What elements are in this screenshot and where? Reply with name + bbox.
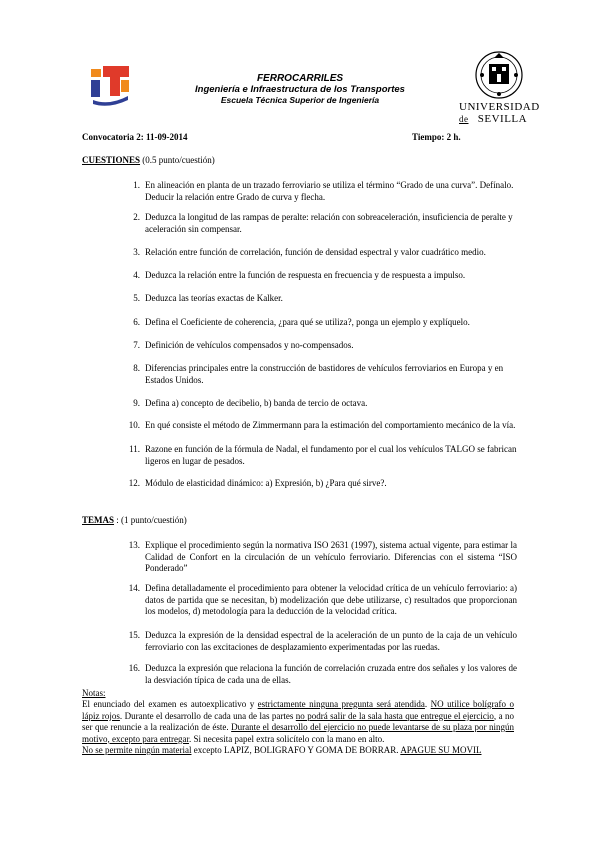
item-number: 6. xyxy=(133,317,140,327)
item-number: 3. xyxy=(133,247,140,257)
item-number: 5. xyxy=(133,293,140,303)
item-number: 12. xyxy=(128,478,140,488)
exam-convocatoria: Convocatoria 2: 11-09-2014 xyxy=(82,132,188,142)
item-number: 16. xyxy=(128,663,140,673)
item-number: 7. xyxy=(133,340,140,350)
item-number: 4. xyxy=(133,270,140,280)
notas-emphasis: NO utilice bolígrafo o lápiz rojos xyxy=(82,699,514,721)
temas-points: : (1 punto/cuestión) xyxy=(114,515,187,525)
item-number: 13. xyxy=(128,540,140,550)
item-text: Relación entre función de correlación, función de densidad espectral y valor cuadrático medio. xyxy=(145,247,486,257)
notas-text: . xyxy=(424,699,431,709)
item-text: Deduzca las teorías exactas de Kalker. xyxy=(145,293,283,303)
header-subtitle: Ingeniería e Infraestructura de los Transportes xyxy=(195,84,405,95)
exam-tiempo: Tiempo: 2 h. xyxy=(412,132,461,142)
university-de: de xyxy=(459,114,469,124)
notas-text: , a no ser que renuncie a la realización de éste. xyxy=(82,710,514,732)
temas-heading xyxy=(82,515,187,527)
temas-title: TEMAS xyxy=(82,515,115,525)
item-number: 8. xyxy=(133,363,140,373)
cuestiones-title: CUESTIONES xyxy=(82,155,141,165)
notas-materials xyxy=(82,745,522,757)
university-seal xyxy=(474,50,524,100)
item-text: Razone en función de la fórmula de Nadal, el fundamento por el cual los vehículos TALGO se fabrican ligeros en lugar de pesados. xyxy=(145,444,517,466)
header-title: FERROCARRILES xyxy=(256,73,344,84)
notas-emphasis: APAGUE SU MOVIL xyxy=(400,745,482,755)
cuestiones-heading xyxy=(82,155,215,167)
item-number: 10. xyxy=(128,420,140,430)
item-number: 9. xyxy=(133,398,140,408)
item-text: Explique el procedimiento según la normativa ISO 2631 (1997), sistema actual vigente, para estimar la Calidad de Confort en la circulación de un vehículo ferroviario. Diferencias con el sistema “ISO Ponderado” xyxy=(145,540,517,573)
school-logo xyxy=(91,66,131,106)
notas-title: Notas: xyxy=(82,688,106,698)
notas-text: El enunciado del examen es autoexplicativo y xyxy=(82,699,258,709)
item-number: 2. xyxy=(133,212,140,222)
item-number: 15. xyxy=(128,630,140,640)
item-text: Definición de vehículos compensados y no-compensados. xyxy=(145,340,354,350)
notas-text: excepto LAPIZ, BOLIGRAFO Y GOMA DE BORRAR. xyxy=(191,745,401,755)
item-text: Deduzca la expresión de la densidad espectral de la aceleración de un punto de la caja de un vehículo ferroviario con las excitaciones de desplazamiento experimentadas por las ruedas. xyxy=(145,630,517,652)
university-line2: SEVILLA xyxy=(477,113,528,125)
item-text: Deduzca la relación entre la función de respuesta en frecuencia y de respuesta a impulso. xyxy=(145,270,466,280)
item-text: En qué consiste el método de Zimmermann para la estimación del comportamiento mecánico de la vía. xyxy=(145,420,516,430)
cuestiones-points: (0.5 punto/cuestión) xyxy=(140,155,215,165)
notas-text: . Si necesita papel extra solicítelo con la mano en alto. xyxy=(188,733,385,744)
notas-emphasis: estrictamente ninguna pregunta será atendida xyxy=(257,699,425,709)
notas-emphasis: No se permite ningún material xyxy=(82,745,192,755)
university-line1: UNIVERSIDAD xyxy=(459,101,540,113)
item-text: Defina el Coeficiente de coherencia, ¿para qué se utiliza?, ponga un ejemplo y explíquelo. xyxy=(145,317,470,327)
item-number: 11. xyxy=(129,444,140,454)
item-text: En alineación en planta de un trazado ferroviario se utiliza el término “Grado de una curva”. Defínalo. Deducir la relación entre Grado de curva y flecha. xyxy=(145,180,514,202)
item-number: 1. xyxy=(133,180,140,190)
item-text: Deduzca la expresión que relaciona la función de correlación cruzada entre dos señales y los valores de la desviación típica de cada una de ellas. xyxy=(145,663,517,685)
item-text: Defina a) concepto de decibelio, b) banda de tercio de octava. xyxy=(145,398,368,408)
item-text: Deduzca la longitud de las rampas de peralte: relación con sobreaceleración, insuficiencia de peralte y aceleración sin compensar. xyxy=(145,212,513,234)
notas-text: . Durante el desarrollo de cada una de las partes xyxy=(119,710,296,721)
header-school: Escuela Técnica Superior de Ingeniería xyxy=(220,95,380,105)
university-name xyxy=(459,101,539,125)
notas-emphasis: Durante el desarrollo del ejercicio no puede levantarse de su plaza por ningún motivo, excepto para entregar xyxy=(82,722,515,744)
item-text: Módulo de elasticidad dinámico: a) Expresión, b) ¿Para qué sirve?. xyxy=(145,478,387,488)
item-number: 14. xyxy=(128,583,140,593)
item-text: Diferencias principales entre la construcción de bastidores de vehículos ferroviarios en Europa y en Estados Unidos. xyxy=(145,363,504,385)
notas-emphasis: no podrá salir de la sala hasta que entregue el ejercicio xyxy=(295,710,494,721)
notas-paragraph xyxy=(82,699,514,745)
item-text: Defina detalladamente el procedimiento para obtener la velocidad crítica de un vehículo ferroviario: a) datos de partida que se necesitan, b) modelización que debe utilizarse, c) resultados que proporcionan los modelos, d) metodología para la deducción de la velocidad crítica. xyxy=(145,583,517,616)
